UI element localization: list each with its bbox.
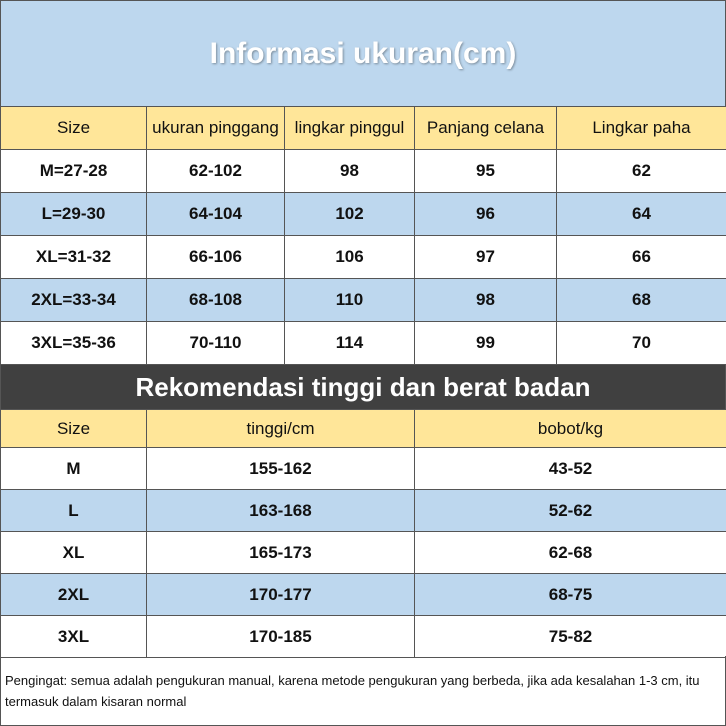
cell-size: 3XL (1, 616, 147, 658)
cell-hip: 114 (285, 322, 415, 365)
cell-weight: 62-68 (415, 532, 726, 574)
cell-length: 99 (415, 322, 557, 365)
cell-hip: 110 (285, 279, 415, 322)
header-thigh: Lingkar paha (557, 107, 726, 150)
cell-weight: 75-82 (415, 616, 726, 658)
cell-length: 96 (415, 193, 557, 236)
cell-thigh: 70 (557, 322, 726, 365)
cell-height: 165-173 (147, 532, 415, 574)
table-row (1, 532, 726, 574)
cell-thigh: 64 (557, 193, 726, 236)
recommendation-title: Rekomendasi tinggi dan berat badan (0, 365, 726, 409)
cell-size: M (1, 448, 147, 490)
cell-height: 163-168 (147, 490, 415, 532)
header-hip: lingkar pinggul (285, 107, 415, 150)
header-size: Size (1, 410, 147, 448)
cell-hip: 106 (285, 236, 415, 279)
table-row (1, 616, 726, 658)
cell-size: 2XL=33-34 (1, 279, 147, 322)
table-row (1, 150, 726, 193)
cell-waist: 68-108 (147, 279, 285, 322)
cell-size: XL (1, 532, 147, 574)
cell-size: M=27-28 (1, 150, 147, 193)
cell-length: 98 (415, 279, 557, 322)
size-info-title: Informasi ukuran(cm) (0, 0, 726, 106)
cell-waist: 66-106 (147, 236, 285, 279)
cell-length: 95 (415, 150, 557, 193)
table-row (1, 448, 726, 490)
cell-height: 170-177 (147, 574, 415, 616)
cell-size: 3XL=35-36 (1, 322, 147, 365)
table-row (1, 193, 726, 236)
table-row (1, 490, 726, 532)
cell-size: L=29-30 (1, 193, 147, 236)
cell-height: 170-185 (147, 616, 415, 658)
cell-weight: 52-62 (415, 490, 726, 532)
cell-waist: 64-104 (147, 193, 285, 236)
size-info-table (0, 106, 726, 365)
cell-weight: 68-75 (415, 574, 726, 616)
cell-height: 155-162 (147, 448, 415, 490)
header-size: Size (1, 107, 147, 150)
header-length: Panjang celana (415, 107, 557, 150)
cell-waist: 70-110 (147, 322, 285, 365)
header-height: tinggi/cm (147, 410, 415, 448)
header-weight: bobot/kg (415, 410, 726, 448)
recommendation-table (0, 409, 726, 658)
table-row (1, 279, 726, 322)
reminder-note: Pengingat: semua adalah pengukuran manual, karena metode pengukuran yang berbeda, jika ada kesalahan 1-3 cm, itu termasuk dalam kisaran normal (0, 656, 726, 726)
table-row (1, 322, 726, 365)
cell-waist: 62-102 (147, 150, 285, 193)
cell-weight: 43-52 (415, 448, 726, 490)
cell-hip: 98 (285, 150, 415, 193)
cell-size: L (1, 490, 147, 532)
cell-thigh: 66 (557, 236, 726, 279)
header-waist: ukuran pinggang (147, 107, 285, 150)
cell-thigh: 62 (557, 150, 726, 193)
cell-size: XL=31-32 (1, 236, 147, 279)
cell-hip: 102 (285, 193, 415, 236)
cell-thigh: 68 (557, 279, 726, 322)
table-row (1, 236, 726, 279)
recommendation-header-row (1, 410, 726, 448)
size-info-header-row (1, 107, 726, 150)
cell-size: 2XL (1, 574, 147, 616)
table-row (1, 574, 726, 616)
cell-length: 97 (415, 236, 557, 279)
